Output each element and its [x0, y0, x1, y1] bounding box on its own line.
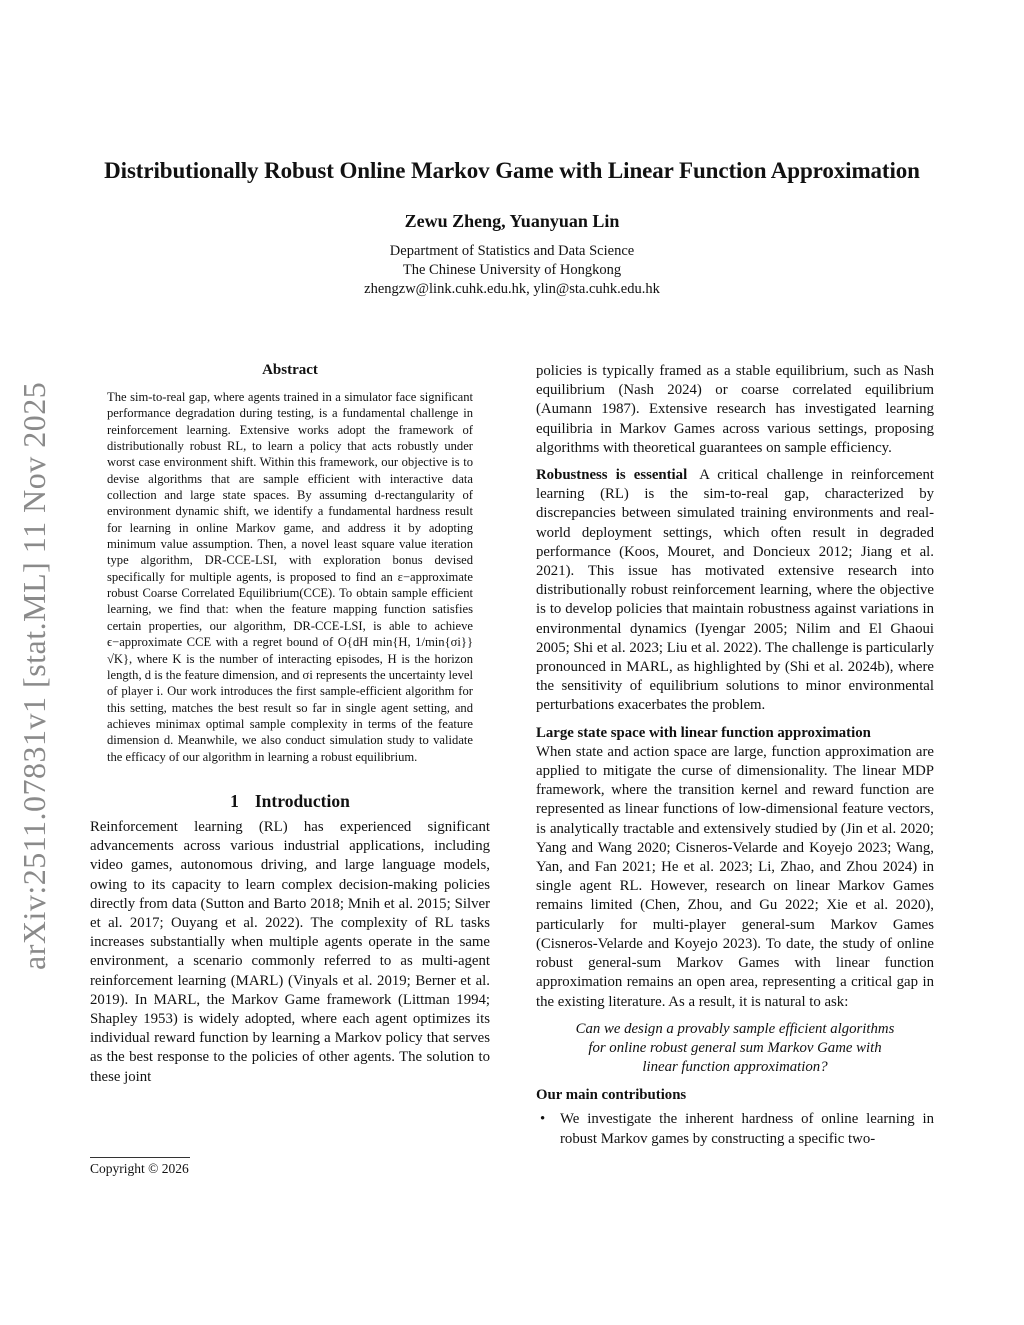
- paper-title: Distributionally Robust Online Markov Game with Linear Function Approximation: [104, 158, 920, 183]
- affiliation-university: The Chinese University of Hongkong: [402, 262, 622, 278]
- section-heading-introduction: [90, 791, 490, 812]
- author-list: Zewu Zheng, Yuanyuan Lin: [404, 211, 620, 231]
- affiliation-block: [0, 242, 1024, 299]
- arxiv-identifier-stamp: arXiv:2511.07831v1 [stat.ML] 11 Nov 2025: [16, 381, 52, 970]
- copyright-notice: Copyright © 2026: [90, 1161, 189, 1176]
- contribution-text: We investigate the inherent hardness of online learning in robust Markov games by constructing a specific two-: [560, 1111, 934, 1147]
- intro-paragraph: Reinforcement learning (RL) has experienced significant advancements across various industrial applications, including video games, autonomous driving, and large language models, owing to its capacity to learn complex decision-making policies directly from data (Sutton and Barto 2018; Mnih et al. 2015; Silver et al. 2017; Ouyang et al. 2022). The complexity of RL tasks increases substantially when multiple agents operate in the same environment, a scenario commonly referred to as multi-agent reinforcement learning (MARL) (Vinyals et al. 2019; Berner et al. 2019). In MARL, the Markov Game framework (Littman 1994; Shapley 1953) is widely adopted, where each agent optimizes its individual reward function by learning a Markov policy that serves as the best response to the policies of other agents. The solution to these joint: [90, 818, 490, 1085]
- right-column: [536, 362, 934, 1149]
- abstract-heading: Abstract: [262, 362, 318, 378]
- research-question-line: Can we design a provably sample efficient algorithms: [575, 1020, 895, 1037]
- bullet-marker: •: [540, 1111, 546, 1128]
- section-title: Introduction: [254, 790, 350, 811]
- affiliation-emails: zhengzw@link.cuhk.edu.hk, ylin@sta.cuhk.edu.hk: [364, 281, 660, 297]
- intro-paragraph-continued: policies is typically framed as a stable equilibrium, such as Nash equilibrium (Nash 2024) or coarse correlated equilibrium (Aumann 1987). Extensive research has investigated learning equilibria in Markov Games across various settings, proposing algorithms with theoretical guarantees on sample efficiency.: [536, 363, 934, 456]
- research-question-line: for online robust general sum Markov Game with: [588, 1039, 882, 1056]
- robustness-text: A critical challenge in reinforcement learning (RL) is the sim-to-real gap, characterized by discrepancies between simulated training environments and real-world deployment settings, which often result in degraded performance (Koos, Mouret, and Doncieux 2012; Jiang et al. 2021). This issue has motivated extensive research into distributionally robust reinforcement learning, where the objective is to develop policies that maintain robustness against variations in environmental dynamics (Iyengar 2005; Nilim and El Ghaoui 2005; Shi et al. 2023; Liu et al. 2022). The challenge is particularly pronounced in MARL, as highlighted by (Shi et al. 2024b), where the sensitivity of equilibrium solutions to minor environmental perturbations exacerbates the problem.: [536, 467, 934, 714]
- footnote-divider: [90, 1157, 190, 1158]
- robustness-paragraph: [536, 466, 934, 716]
- linear-approximation-heading: Large state space with linear function approximation: [536, 724, 871, 741]
- linear-approximation-text: When state and action space are large, function approximation are applied to mitigate the curse of dimensionality. The linear MDP framework, where the transition kernel and reward function are represented as linear functions of low-dimensional feature vectors, is analytically tractable and extensively studied by (Jin et al. 2020; Yang and Wang 2020; Cisneros-Velarde and Koyejo 2023; Wang, Yan, and Fan 2021; He et al. 2023; Li, Zhao, and Zhou 2024) in single agent RL. However, research on linear Markov Games remains limited (Chen, Zhou, and Gu 2022; Xie et al. 2020), particularly for multi-player general-sum Markov Games (Cisneros-Velarde and Koyejo 2023). To date, the study of online robust general-sum Markov Games with linear function approximation remains an open area, representing a critical gap in the existing literature. As a result, it is natural to ask:: [536, 743, 934, 1010]
- research-question-line: linear function approximation?: [642, 1059, 828, 1076]
- contributions-heading: Our main contributions: [536, 1087, 687, 1104]
- linear-approximation-paragraph: [536, 724, 934, 1012]
- contribution-bullet: [536, 1110, 934, 1148]
- section-number: 1: [230, 790, 239, 811]
- research-question: [536, 1020, 934, 1078]
- affiliation-department: Department of Statistics and Data Science: [389, 243, 635, 259]
- abstract-text: The sim-to-real gap, where agents trained in a simulator face significant performance degradation during testing, is a fundamental challenge in reinforcement learning. Extensive works adopt the framework of distributionally robust RL, to learn a policy that acts robustly under worst case environment shift. Within this framework, our objective is to devise algorithms that are sample efficient with interactive data collection and large state spaces. By assuming d-rectangularity of environment dynamic shift, we identify a fundamental hardness result for learning in online Markov game, and address it by adopting minimum value assumption. Then, a novel least square value iteration type algorithm, DR-CCE-LSI, with exploration bonus devised specifically for multiple agents, is proposed to find an ε−approximate robust Coarse Correlated Equilibrium(CCE). To obtain sample efficient learning, we find that: when the feature mapping function satisfies certain properties, our algorithm, DR-CCE-LSI, is able to achieve ϵ−approximate CCE with a regret bound of O{dH min{H, 1/min{σi}}√K}, where K is the number of interacting episodes, H is the horizon length, d is the feature dimension, and σi represents the uncertainty level of player i. Our work introduces the first sample-efficient algorithm for this setting, matches the best result so far in single agent setting, and achieves minimax optimal sample complexity in terms of the feature dimension d. Meanwhile, we also conduct simulation study to validate the efficacy of our algorithm in learning a robust equilibrium.: [107, 390, 473, 764]
- robustness-heading: Robustness is essential: [536, 467, 688, 484]
- left-column: [90, 362, 490, 1087]
